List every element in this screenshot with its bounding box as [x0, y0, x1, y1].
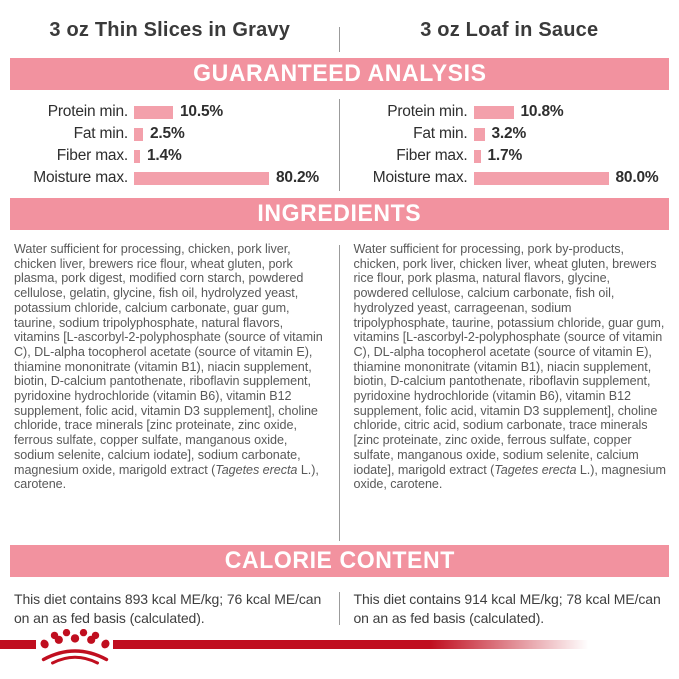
moisture-value: 80.0%: [615, 169, 659, 186]
analysis-column-right: [340, 101, 679, 198]
fat-value: 2.5%: [150, 125, 185, 142]
guaranteed-analysis-banner: [10, 58, 669, 90]
fat-bar: [474, 128, 485, 141]
moisture-value: 80.2%: [276, 169, 319, 186]
calorie-content-banner: [10, 545, 669, 577]
ingredients-banner: [10, 198, 669, 230]
calorie-content-title: CALORIE CONTENT: [224, 547, 455, 574]
calories-divider: [339, 592, 340, 625]
analysis-row-fiber: [340, 145, 679, 167]
moisture-label: Moisture max.: [33, 169, 128, 186]
analysis-row-moisture: [0, 167, 340, 189]
analysis-divider: [339, 99, 340, 191]
protein-value: 10.5%: [180, 103, 223, 120]
brand-bar-right: [113, 640, 679, 649]
analysis-row-fat: [0, 123, 340, 145]
product-title-left: 3 oz Thin Slices in Gravy: [49, 18, 291, 41]
fiber-label: Fiber max.: [396, 147, 468, 164]
fiber-value: 1.7%: [487, 147, 523, 164]
analysis-row-moisture: [340, 167, 679, 189]
ingredients-right: Water sufficient for processing, pork by-products, chicken, pork liver, chicken liver, wheat gluten, brewers rice flour, pork plasma, natural flavors, glycine, powdered cellulose, calcium carbonate, fish oil, hydrolyzed yeast, carrageenan, sodium tripolyphosphate, taurine, potassium chloride, guar gum, vitamins [L-ascorbyl-2-polyphosphate (source of vitamin C), DL-alpha tocopherol acetate (source of vitamin E), thiamine mononitrate (vitamin B1), niacin supplement, biotin, D-calcium pantothenate, riboflavin supplement, pyridoxine hydrochloride (vitamin B6), vitamin B12 supplement, folic acid, vitamin D3 supplement], choline chloride, citric acid, sodium carbonate, trace minerals [zinc proteinate, zinc oxide, ferrous sulfate, copper sulfate, manganous oxide, sodium selenite, calcium iodate], marigold extract (Tagetes erecta L.), magnesium oxide, carotene.: [353, 242, 666, 492]
protein-label: Protein min.: [387, 103, 468, 120]
analysis-row-fiber: [0, 145, 340, 167]
calorie-text-right: This diet contains 914 kcal ME/kg; 78 kcal ME/can on an as fed basis (calculated).: [353, 591, 661, 626]
fiber-bar: [474, 150, 481, 163]
crown-logo-icon: [39, 629, 111, 667]
brand-footer: [0, 635, 679, 679]
protein-bar: [474, 106, 514, 119]
guaranteed-analysis-title: GUARANTEED ANALYSIS: [192, 60, 487, 87]
ingredients-left: Water sufficient for processing, chicken, pork liver, chicken liver, brewers rice flour, wheat gluten, pork plasma, pork digest, modified corn starch, powdered cellulose, gelatin, glycine, fish oil, hydrolyzed yeast, potassium chloride, calcium carbonate, guar gum, taurine, sodium tripolyphosphate, natural flavors, vitamins [L-ascorbyl-2-polyphosphate (source of vitamin C), DL-alpha tocopherol acetate (source of vitamin E), thiamine mononitrate (vitamin B1), niacin supplement, biotin, D-calcium pantothenate, riboflavin supplement, pyridoxine hydrochloride (vitamin B6), vitamin B12 supplement, folic acid, vitamin D3 supplement], choline chloride, trace minerals [zinc proteinate, zinc oxide, ferrous sulfate, copper sulfate, manganous oxide, sodium selenite, calcium iodate], sodium carbonate, magnesium oxide, marigold extract (Tagetes erecta L.), carotene.: [14, 242, 323, 492]
protein-value: 10.8%: [520, 103, 564, 120]
brand-bar-left: [0, 640, 36, 649]
moisture-label: Moisture max.: [372, 169, 468, 186]
header-divider: [339, 27, 340, 52]
moisture-bar: [134, 172, 269, 185]
fiber-label: Fiber max.: [56, 147, 128, 164]
protein-bar: [134, 106, 173, 119]
analysis-row-fat: [340, 123, 679, 145]
analysis-column-left: [0, 101, 340, 198]
fat-value: 3.2%: [491, 125, 527, 142]
fat-label: Fat min.: [413, 125, 468, 142]
analysis-row-protein: [340, 101, 679, 123]
ingredients-divider: [339, 245, 340, 541]
fat-label: Fat min.: [73, 125, 128, 142]
protein-label: Protein min.: [47, 103, 128, 120]
ingredients-title: INGREDIENTS: [257, 200, 422, 227]
moisture-bar: [474, 172, 609, 185]
analysis-row-protein: [0, 101, 340, 123]
fiber-value: 1.4%: [147, 147, 182, 164]
fiber-bar: [134, 150, 140, 163]
calorie-text-left: This diet contains 893 kcal ME/kg; 76 kcal ME/can on an as fed basis (calculated).: [14, 591, 322, 626]
product-title-right: 3 oz Loaf in Sauce: [420, 18, 599, 41]
fat-bar: [134, 128, 143, 141]
